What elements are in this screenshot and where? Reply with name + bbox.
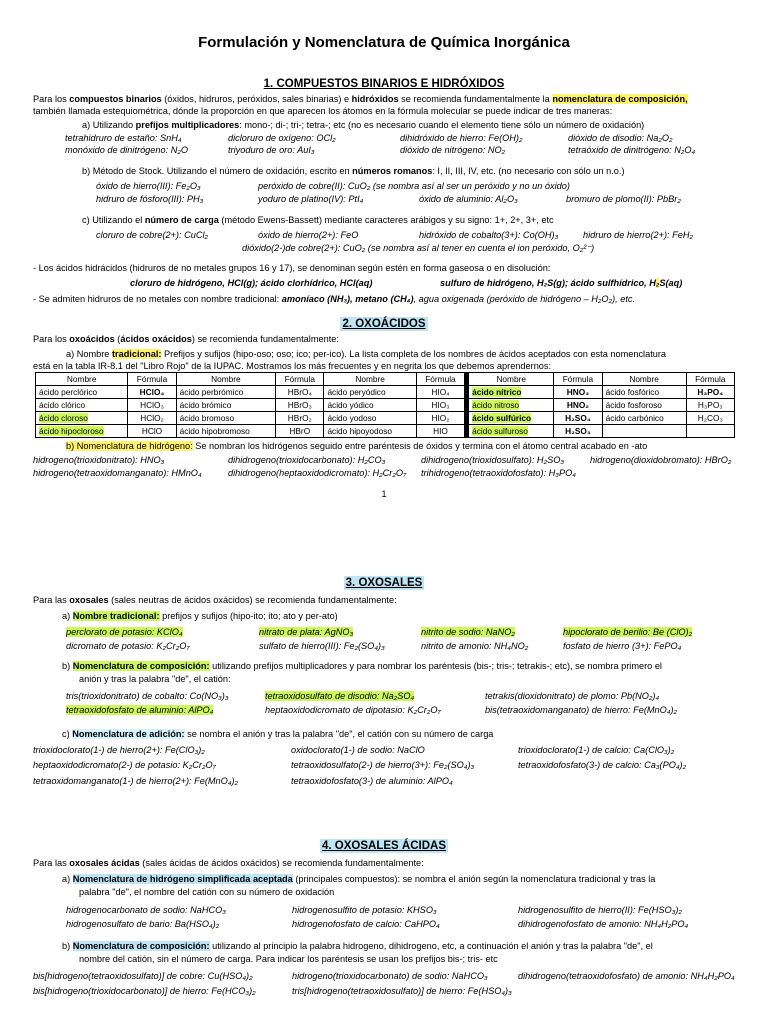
table-cell: ácido nitroso	[469, 399, 554, 412]
example: dicromato de potasio: K₂Cr₂O₇	[66, 641, 190, 651]
example: dihidróxido de hierro: Fe(OH)₂	[400, 133, 523, 143]
column-header: Fórmula	[686, 373, 734, 386]
s4-b: b) Nomenclatura de composición: utilizando al principio la palabra hidrogeno, dihidrogeno, etc, a continuación el anión y tras la palabra "de", el	[62, 941, 653, 951]
s4-b-line2: nombre del catión, sin el número de carga. Para indicar los paréntesis se usan los prefijos bis-; tris- etc	[79, 954, 498, 964]
table-cell: ácido fosforoso	[602, 399, 686, 412]
table-cell: ácido perclórico	[36, 386, 128, 399]
table-cell: HIO	[416, 425, 464, 438]
table-cell: ácido sulfuroso	[469, 425, 554, 438]
s3-b-line2: anión y tras la palabra "de", el catión:	[79, 674, 231, 684]
example: hidruro de fósforo(III): PH₃	[96, 194, 204, 204]
column-header: Fórmula	[276, 373, 324, 386]
example: nitrito de sodio: NaNO₂	[421, 627, 515, 637]
table-cell: HIO₂	[416, 412, 464, 425]
oxoacid-table	[35, 372, 735, 438]
example: perclorato de potasio: KClO₄	[66, 627, 183, 637]
table-cell: HClO₂	[128, 412, 176, 425]
table-cell: H₂SO₄	[554, 412, 602, 425]
example: dihidrogenofosfato de amonio: NH₄H₂PO₄	[518, 919, 689, 929]
example: dióxido(2-)de cobre(2+): CuO₂ (se nombra así al tener en cuenta el ion peróxido, O₂²⁻)	[242, 243, 595, 253]
s4-a: a) Nomenclatura de hidrógeno simplificada aceptada (principales compuestos): se nombra el anión según la nomenclatura tradicional y tras la	[62, 874, 656, 884]
example: óxido de hierro(III): Fe₂O₃	[96, 181, 201, 191]
s1-c: c) Utilizando el número de carga (método Ewens-Bassett) mediante caracteres arábigos y su signo: 1+, 2+, 3+, etc	[82, 215, 554, 225]
table-cell: ácido perbrómico	[176, 386, 275, 399]
s3-intro: Para las oxosales (sales neutras de ácidos oxácidos) se recomienda fundamentalmente:	[33, 595, 397, 605]
example: hidróxido de cobalto(3+): Co(OH)₃	[419, 230, 559, 240]
page-title: Formulación y Nomenclatura de Química Inorgánica	[198, 34, 570, 51]
table-cell: HIO₃	[416, 399, 464, 412]
table-cell: ácido hipoyodoso	[324, 425, 416, 438]
column-header: Nombre	[324, 373, 416, 386]
example: nitrato de plata: AgNO₃	[259, 627, 354, 637]
table-cell: HBrO₃	[276, 399, 324, 412]
table-cell: ácido sulfúrico	[469, 412, 554, 425]
s3-b: b) Nomenclatura de composición: utilizando prefijos multiplicadores y para nombrar los paréntesis (bis-; tris-; tetrakis-; etc), se nombra primero el	[62, 661, 662, 671]
example: trioxidoclorato(1-) de calcio: Ca(ClO₃)₂	[518, 745, 675, 755]
table-cell: HNO₂	[554, 399, 602, 412]
example: dicloruro de oxígeno: OCl₂	[228, 133, 336, 143]
example: tris[hidrogeno(tetraoxidosulfato)] de hierro: Fe(HSO₄)₃	[292, 986, 512, 996]
table-cell: ácido peryódico	[324, 386, 416, 399]
example: heptaoxidodicromato de dipotasio: K₂Cr₂O₇	[265, 705, 441, 715]
example: tetrahidruro de estaño: SnH₄	[65, 133, 182, 143]
column-header: Nombre	[176, 373, 275, 386]
s1-acids-text: - Los ácidos hidrácidos (hidruros de no metales grupos 16 y 17), se denominan según estén en forma gaseosa o en disolución:	[33, 263, 551, 273]
column-header: Fórmula	[128, 373, 176, 386]
table-row	[36, 412, 735, 425]
example: hidrogenofosfato de calcio: CaHPO₄	[292, 919, 440, 929]
s3-a: a) Nombre tradicional: prefijos y sufijos (hipo-ito; ito; ato y per-ato)	[62, 611, 338, 621]
table-cell: HIO₄	[416, 386, 464, 399]
example: bis[hidrogeno(trioxidocarbonato)] de hierro: Fe(HCO₃)₂	[33, 986, 256, 996]
table-cell: H₃PO₃	[686, 399, 734, 412]
column-header: Fórmula	[416, 373, 464, 386]
s1-a: a) Utilizando prefijos multiplicadores: mono-; di-; tri-; tetra-; etc (no es necesario cuando el elemento tiene sólo un número de oxidación)	[82, 120, 645, 130]
example: bromuro de plomo(II): PbBr₂	[566, 194, 681, 204]
table-cell: HNO₃	[554, 386, 602, 399]
example: tris(trioxidonitrato) de cobalto: Co(NO₃)₃	[66, 691, 229, 701]
s4-intro: Para las oxosales ácidas (sales ácidas de ácidos oxácidos) se recomienda fundamentalmente:	[33, 858, 424, 868]
example: tetraoxidosulfato(2-) de hierro(3+): Fe₂(SO₄)₃	[291, 760, 475, 770]
s4-a-line2: palabra "de", el nombre del catión con su número de oxidación	[79, 887, 335, 897]
s1-intro-line2: también llamada estequiométrica, dónde la proporción en que aparecen los átomos en la fórmula molecular se puede indicar de tres maneras:	[33, 106, 613, 116]
table-cell: ácido hipocloroso	[36, 425, 128, 438]
table-header-row	[36, 373, 735, 386]
example: hidrogenosulfito de hierro(II): Fe(HSO₃)₂	[518, 905, 682, 915]
example: cloruro de hidrógeno, HCl(g); ácido clorhídrico, HCl(aq)	[130, 278, 373, 288]
example: trioxidoclorato(1-) de hierro(2+): Fe(ClO₃)₂	[33, 745, 205, 755]
s1-b: b) Método de Stock. Utilizando el número de oxidación, escrito en números romanos: I, II, III, IV, etc. (no necesario con sólo un n.o.)	[82, 166, 625, 176]
s1-intro: Para los compuestos binarios (óxidos, hidruros, peróxidos, sales binarias) e hidróxidos se recomienda fundamentalmente la nomenclatura de composición,	[33, 94, 688, 104]
example: hipoclorato de berilio: Be (ClO)₂	[563, 627, 693, 637]
table-cell: ácido yodoso	[324, 412, 416, 425]
page-number: 1	[381, 489, 387, 499]
example: monóxido de dinitrógeno: N₂O	[65, 145, 189, 155]
example: hidrogenosulfato de bario: Ba(HSO₄)₂	[66, 919, 220, 929]
example: óxido de aluminio: Al₂O₃	[419, 194, 518, 204]
example: dihidrogeno(tetraoxidofosfato) de amonio: NH₄H₂PO₄	[518, 971, 735, 981]
section-4-title: 4. OXOSALES ÁCIDAS	[322, 840, 446, 852]
example: tetrakis(dioxidonitrato) de plomo: Pb(NO₂)₄	[485, 691, 660, 701]
section-1-title: 1. COMPUESTOS BINARIOS E HIDRÓXIDOS	[263, 78, 505, 90]
column-header: Nombre	[469, 373, 554, 386]
example: trihidrogeno(tetraoxidofosfato): H₃PO₄	[421, 468, 576, 478]
example: oxidoclorato(1-) de sodio: NaClO	[291, 745, 425, 755]
section-2-title: 2. OXOÁCIDOS	[342, 318, 426, 330]
example: nitrito de amonio: NH₄NO₂	[421, 641, 529, 651]
table-cell	[602, 425, 686, 438]
table-cell: ácido clórico	[36, 399, 128, 412]
table-cell: ácido fosfórico	[602, 386, 686, 399]
table-cell: ácido nítrico	[469, 386, 554, 399]
example: bis(tetraoxidomanganato) de hierro: Fe(MnO₄)₂	[485, 705, 678, 715]
example: dihidrogeno(heptaoxidodicromato): H₂Cr₂O₇	[228, 468, 407, 478]
section-3-title: 3. OXOSALES	[345, 577, 423, 589]
table-cell: H₂SO₃	[554, 425, 602, 438]
example: óxido de hierro(2+): FeO	[258, 230, 359, 240]
example: tetraoxidomanganato(1-) de hierro(2+): Fe(MnO₄)₂	[33, 776, 239, 786]
example: hidrogeno(trioxidonitrato): HNO₃	[33, 455, 165, 465]
table-row	[36, 386, 735, 399]
table-cell: HClO	[128, 425, 176, 438]
table-cell: HBrO₄	[276, 386, 324, 399]
example: dihidrogeno(trioxidocarbonato): H₂CO₃	[228, 455, 386, 465]
example: dióxido de disodio: Na₂O₂	[568, 133, 673, 143]
table-cell: H₂CO₃	[686, 412, 734, 425]
table-row	[36, 399, 735, 412]
column-header: Fórmula	[554, 373, 602, 386]
example: hidrogenocarbonato de sodio: NaHCO₃	[66, 905, 226, 915]
example: bis[hidrogeno(tetraoxidosulfato)] de cobre: Cu(HSO₄)₂	[33, 971, 253, 981]
table-cell	[686, 425, 734, 438]
example: tetraóxido de dinitrógeno: N₂O₄	[568, 145, 696, 155]
example: dióxido de nitrógeno: NO₂	[400, 145, 506, 155]
example: hidrogeno(trioxidocarbonato) de sodio: NaHCO₃	[292, 971, 488, 981]
example: tetraoxidofosfato(3-) de calcio: Ca₃(PO₄)₂	[518, 760, 687, 770]
s2-b: b) Nomenclatura de hidrógeno: Se nombran los hidrógenos seguido entre paréntesis de óxidos y termina con el átomo central acabado en -ato	[66, 441, 648, 451]
example: hidrogeno(tetraoxidomanganato): HMnO₄	[33, 468, 202, 478]
example: yoduro de platino(IV): PtI₄	[258, 194, 364, 204]
table-cell: H₃PO₄	[686, 386, 734, 399]
s2-a-line2: está en la tabla IR-8.1 del "Libro Rojo" de la IUPAC. Mostramos los más frecuentes y en negrita los que debemos aprendernos:	[33, 361, 552, 371]
s3-c: c) Nomenclatura de adición: se nombra el anión y tras la palabra "de", el catión con su número de carga	[62, 729, 494, 739]
table-cell: HBrO₂	[276, 412, 324, 425]
example: hidruro de hierro(2+): FeH₂	[583, 230, 693, 240]
example: fosfato de hierro (3+): FePO₄	[563, 641, 682, 651]
example: dihidrogeno(trioxidosulfato): H₂SO₃	[421, 455, 564, 465]
column-header: Nombre	[602, 373, 686, 386]
column-header: Nombre	[36, 373, 128, 386]
s2-a: a) Nombre tradicional: Prefijos y sufijos (hipo-oso; oso; ico; per-ico). La lista completa de los nombres de ácidos aceptados con esta nomenclatura	[66, 349, 667, 359]
table-cell: ácido yódico	[324, 399, 416, 412]
table-cell: HClO₃	[128, 399, 176, 412]
example: heptaoxidodicromato(2-) de potasio: K₂Cr₂O₇	[33, 760, 216, 770]
example: peróxido de cobre(II): CuO₂ (se nombra así al ser un peróxido y no un óxido)	[258, 181, 570, 191]
example: triyoduro de oro: AuI₃	[228, 145, 315, 155]
table-cell: ácido cloroso	[36, 412, 128, 425]
example: sulfuro de hidrógeno, H₂S(g); ácido sulfhídrico, H₂S(aq)	[440, 278, 683, 288]
example: sulfato de hierro(III): Fe₂(SO₄)₃	[259, 641, 385, 651]
example: tetraoxidofosfato(3-) de aluminio: AlPO₄	[291, 776, 453, 786]
table-cell: HBrO	[276, 425, 324, 438]
table-cell: ácido bromoso	[176, 412, 275, 425]
table-row	[36, 425, 735, 438]
table-cell: ácido hipobromoso	[176, 425, 275, 438]
example: cloruro de cobre(2+): CuCl₂	[96, 230, 209, 240]
example: hidrogeno(dioxidobromato): HBrO₂	[590, 455, 732, 465]
table-cell: HClO₄	[128, 386, 176, 399]
s1-traditional-hydrides: - Se admiten hidruros de no metales con nombre tradicional: amoníaco (NH₃), metano (CH₄), agua oxigenada (peróxido de hidrógeno – H₂O₂), etc.	[33, 294, 636, 304]
table-cell: ácido brómico	[176, 399, 275, 412]
example: hidrogenosulfito de potasio: KHSO₃	[292, 905, 437, 915]
example: tetraoxidofosfato de aluminio: AlPO₄	[66, 705, 214, 715]
example: tetraoxidosulfato de disodio: Na₂SO₄	[265, 691, 415, 701]
table-cell: ácido carbónico	[602, 412, 686, 425]
s2-intro: Para los oxoácidos (ácidos oxácidos) se recomienda fundamentalmente:	[33, 334, 339, 344]
